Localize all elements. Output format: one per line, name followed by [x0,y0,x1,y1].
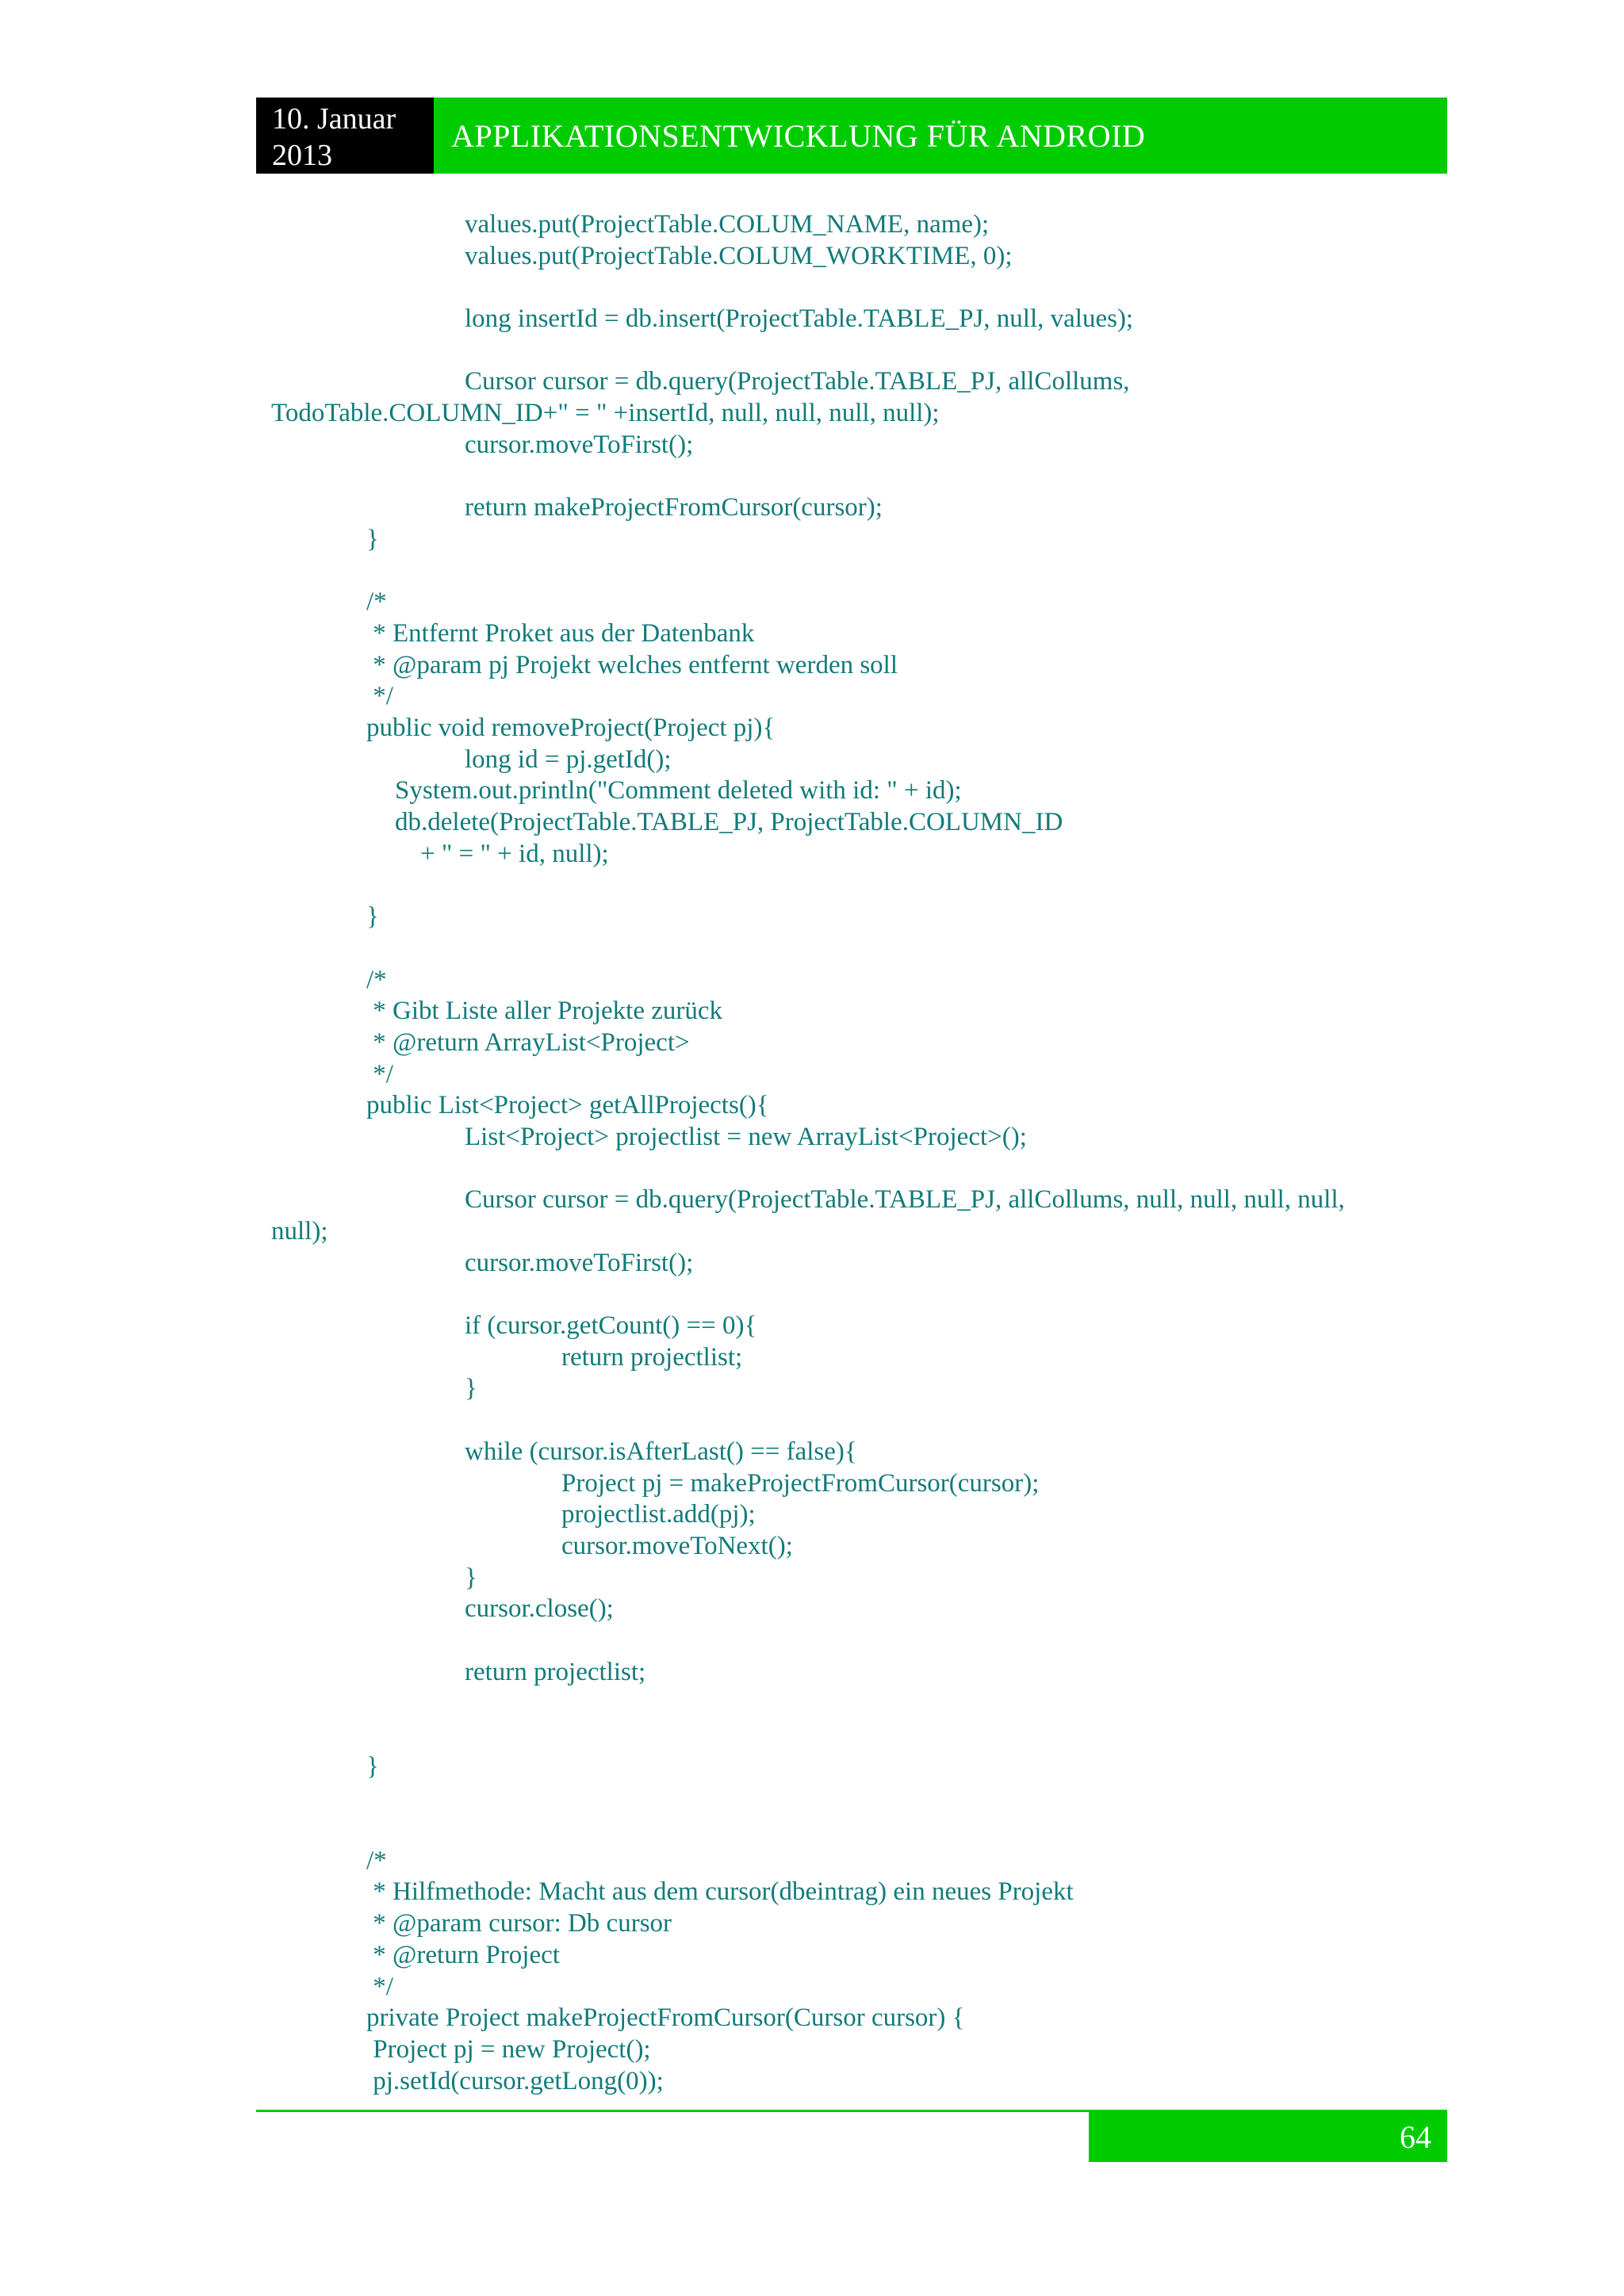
code-line: } [465,1563,477,1592]
code-line: */ [366,1972,393,2001]
code-line: db.delete(ProjectTable.TABLE_PJ, ProjectTable.COLUMN_ID [395,808,1063,837]
code-line: Cursor cursor = db.query(ProjectTable.TABLE_PJ, allCollums, null, null, null, null, [465,1185,1345,1215]
code-line: Project pj = new Project(); [366,2034,651,2064]
code-line: values.put(ProjectTable.COLUM_NAME, name); [465,210,990,239]
code-line [0,1279,1624,1311]
header-date-line2: 2013 [272,139,332,172]
header-title: APPLIKATIONSENTWICKLUNG FÜR ANDROID [434,98,1447,174]
code-line: */ [366,682,393,711]
code-line: } [366,524,379,553]
code-line: */ [366,1059,393,1089]
code-line [0,1814,1624,1846]
code-line: public void removeProject(Project pj){ [366,714,776,742]
code-line: while (cursor.isAfterLast() == false){ [465,1437,857,1466]
code-line: cursor.moveToFirst(); [465,1248,694,1277]
code-line: * @param pj Projekt welches entfernt werden soll [366,650,898,679]
code-line: TodoTable.COLUMN_ID+" = " +insertId, null, null, null, null); [271,399,940,428]
code-line: private Project makeProjectFromCursor(Cursor cursor) { [366,2003,965,2033]
header-date [256,98,434,174]
code-line [0,461,1624,493]
code-line [0,272,1624,304]
code-line: * Hilfmethode: Macht aus dem cursor(dbeintrag) ein neues Projekt [366,1877,1074,1907]
code-line: /* [366,587,387,617]
code-line: } [366,1751,379,1781]
code-listing [0,209,1624,2097]
code-line [0,1625,1624,1657]
code-line: /* [366,965,387,994]
code-line [0,1688,1624,1720]
code-line [0,1782,1624,1814]
code-line: pj.setId(cursor.getLong(0)); [366,2066,664,2095]
code-line: cursor.moveToFirst(); [465,430,694,459]
code-line [0,870,1624,901]
code-line: values.put(ProjectTable.COLUM_WORKTIME, 0); [465,241,1013,270]
code-line: * @param cursor: Db cursor [366,1909,672,1938]
code-line: Cursor cursor = db.query(ProjectTable.TABLE_PJ, allCollums, [465,367,1130,396]
code-line [0,933,1624,965]
code-line: System.out.println("Comment deleted with id: " + id); [395,776,962,806]
code-line [0,556,1624,587]
code-line: if (cursor.getCount() == 0){ [465,1311,757,1341]
code-line [0,1720,1624,1751]
code-line: projectlist.add(pj); [561,1500,756,1529]
code-line: * @return Project [366,1940,560,1969]
code-line: return makeProjectFromCursor(cursor); [465,493,883,522]
code-line: * Entfernt Proket aus der Datenbank [366,618,755,648]
code-line: + " = " + id, null); [420,839,609,868]
code-line: List<Project> projectlist = new ArrayList<Project>(); [465,1122,1027,1151]
code-line: return projectlist; [561,1342,743,1372]
code-line [0,335,1624,367]
code-line [0,1405,1624,1437]
code-line: * @return ArrayList<Project> [366,1027,690,1057]
code-line: } [465,1374,477,1403]
code-line: cursor.moveToNext(); [561,1531,793,1560]
code-line: null); [271,1217,328,1246]
code-line: Project pj = makeProjectFromCursor(cursor); [561,1468,1040,1498]
page-number: 64 [1089,2112,1447,2162]
code-line: long insertId = db.insert(ProjectTable.TABLE_PJ, null, values); [465,304,1134,334]
code-line [0,1154,1624,1185]
code-line: /* [366,1846,387,1875]
page-header [256,98,1447,174]
header-date-line1: 10. Januar [272,102,396,136]
code-line: return projectlist; [465,1657,646,1686]
code-line: * Gibt Liste aller Projekte zurück [366,997,723,1026]
code-line: public List<Project> getAllProjects(){ [366,1091,769,1120]
code-line: cursor.close(); [465,1594,614,1624]
code-line: } [366,902,379,932]
code-line: long id = pj.getId(); [465,744,672,774]
